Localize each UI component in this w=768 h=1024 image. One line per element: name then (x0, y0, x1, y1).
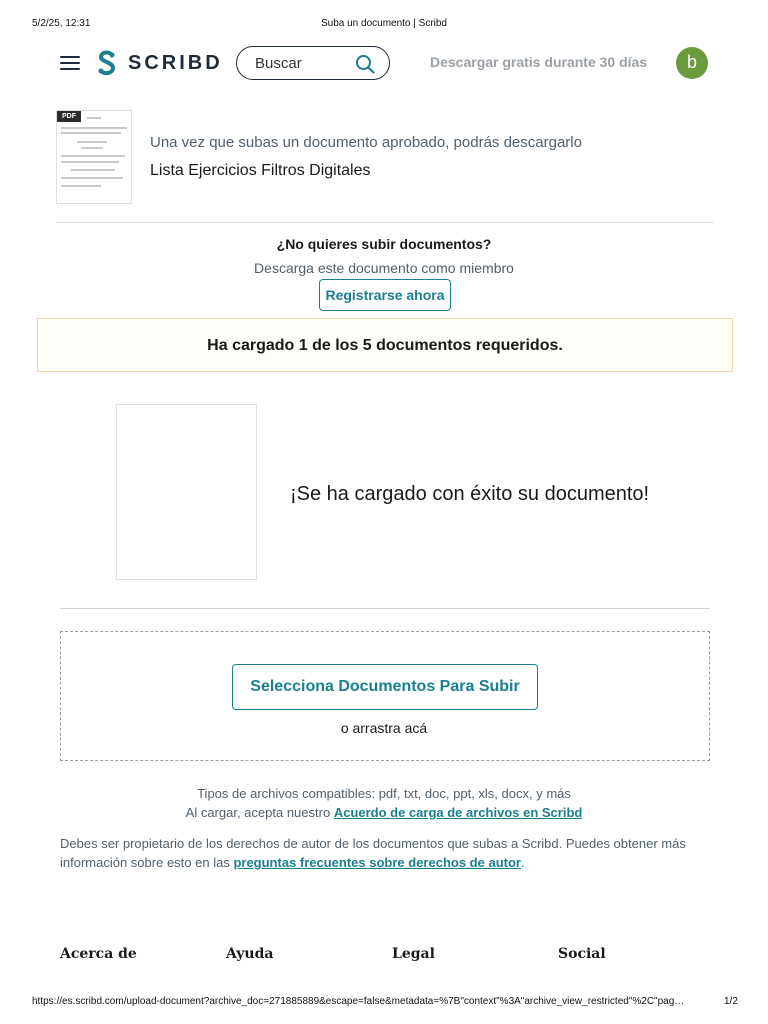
copyright-faq-link[interactable]: preguntas frecuentes sobre derechos de autor (233, 855, 521, 870)
avatar[interactable]: b (676, 47, 708, 79)
thumbnail-text-line (71, 169, 115, 171)
copyright-notice (60, 834, 710, 872)
uploaded-document-preview (116, 404, 257, 580)
thumbnail-text-line (77, 141, 107, 143)
divider (60, 608, 710, 609)
supported-filetypes: Tipos de archivos compatibles: pdf, txt, doc, ppt, xls, docx, y más (197, 786, 571, 801)
drag-hint: o arrastra acá (340, 720, 428, 736)
upload-progress-text: Ha cargado 1 de los 5 documentos requeridos. (207, 337, 563, 354)
print-url: https://es.scribd.com/upload-document?archive_doc=271885889&escape=false&metadata=%7B"context"%3A"archive_view_restricted"%2C"pag… (32, 996, 685, 1007)
search-input[interactable] (253, 54, 347, 73)
thumbnail-text-line (61, 161, 119, 163)
copyright-suffix: . (520, 855, 525, 870)
upload-progress-notice (37, 318, 733, 372)
scribd-logo-icon (96, 50, 118, 76)
upload-success-message: ¡Se ha cargado con éxito su documento! (290, 483, 650, 505)
footer-heading-help: Ayuda (226, 946, 274, 962)
pdf-badge: PDF (57, 111, 81, 122)
thumbnail-text-line (87, 117, 101, 119)
print-page-number: 1/2 (724, 996, 738, 1007)
thumbnail-text-line (61, 127, 127, 129)
copyright-text: Debes ser propietario de los derechos de autor de los documentos que subas a Scribd. Puedes obtener más información sobre esto en las (60, 836, 686, 870)
agreement-prefix: Al cargar, acepta nuestro (185, 805, 334, 820)
top-navigation-bar (0, 44, 768, 84)
thumbnail-text-line (61, 177, 123, 179)
menu-icon[interactable] (60, 56, 80, 72)
footer-heading-about: Acerca de (60, 946, 137, 962)
search-icon[interactable] (355, 54, 375, 74)
thumbnail-text-line (81, 147, 103, 149)
divider (56, 222, 714, 223)
footer-heading-legal: Legal (392, 946, 435, 962)
thumbnail-text-line (61, 155, 125, 157)
no-upload-subtitle: Descarga este documento como miembro (254, 260, 514, 276)
thumbnail-text-line (61, 185, 101, 187)
thumbnail-text-line (61, 132, 121, 134)
no-upload-heading: ¿No quieres subir documentos? (276, 236, 492, 252)
upload-agreement-link[interactable]: Acuerdo de carga de archivos en Scribd (333, 805, 583, 820)
logo-text: SCRIBD (128, 51, 223, 74)
register-button[interactable]: Registrarse ahora (319, 279, 451, 311)
search-box[interactable] (236, 46, 390, 80)
scribd-logo[interactable] (96, 50, 223, 76)
download-condition-note: Una vez que subas un documento aprobado, podrás descargarlo (150, 134, 582, 151)
document-title: Lista Ejercicios Filtros Digitales (150, 162, 371, 179)
footer-heading-social: Social (558, 946, 606, 962)
free-trial-link[interactable]: Descargar gratis durante 30 días (430, 54, 648, 70)
print-page-title: Suba un documento | Scribd (320, 18, 447, 29)
select-documents-button[interactable]: Selecciona Documentos Para Subir (232, 664, 538, 710)
upload-agreement-line (0, 805, 768, 820)
print-datetime: 5/2/25, 12:31 (32, 18, 91, 29)
document-thumbnail[interactable] (56, 110, 132, 204)
